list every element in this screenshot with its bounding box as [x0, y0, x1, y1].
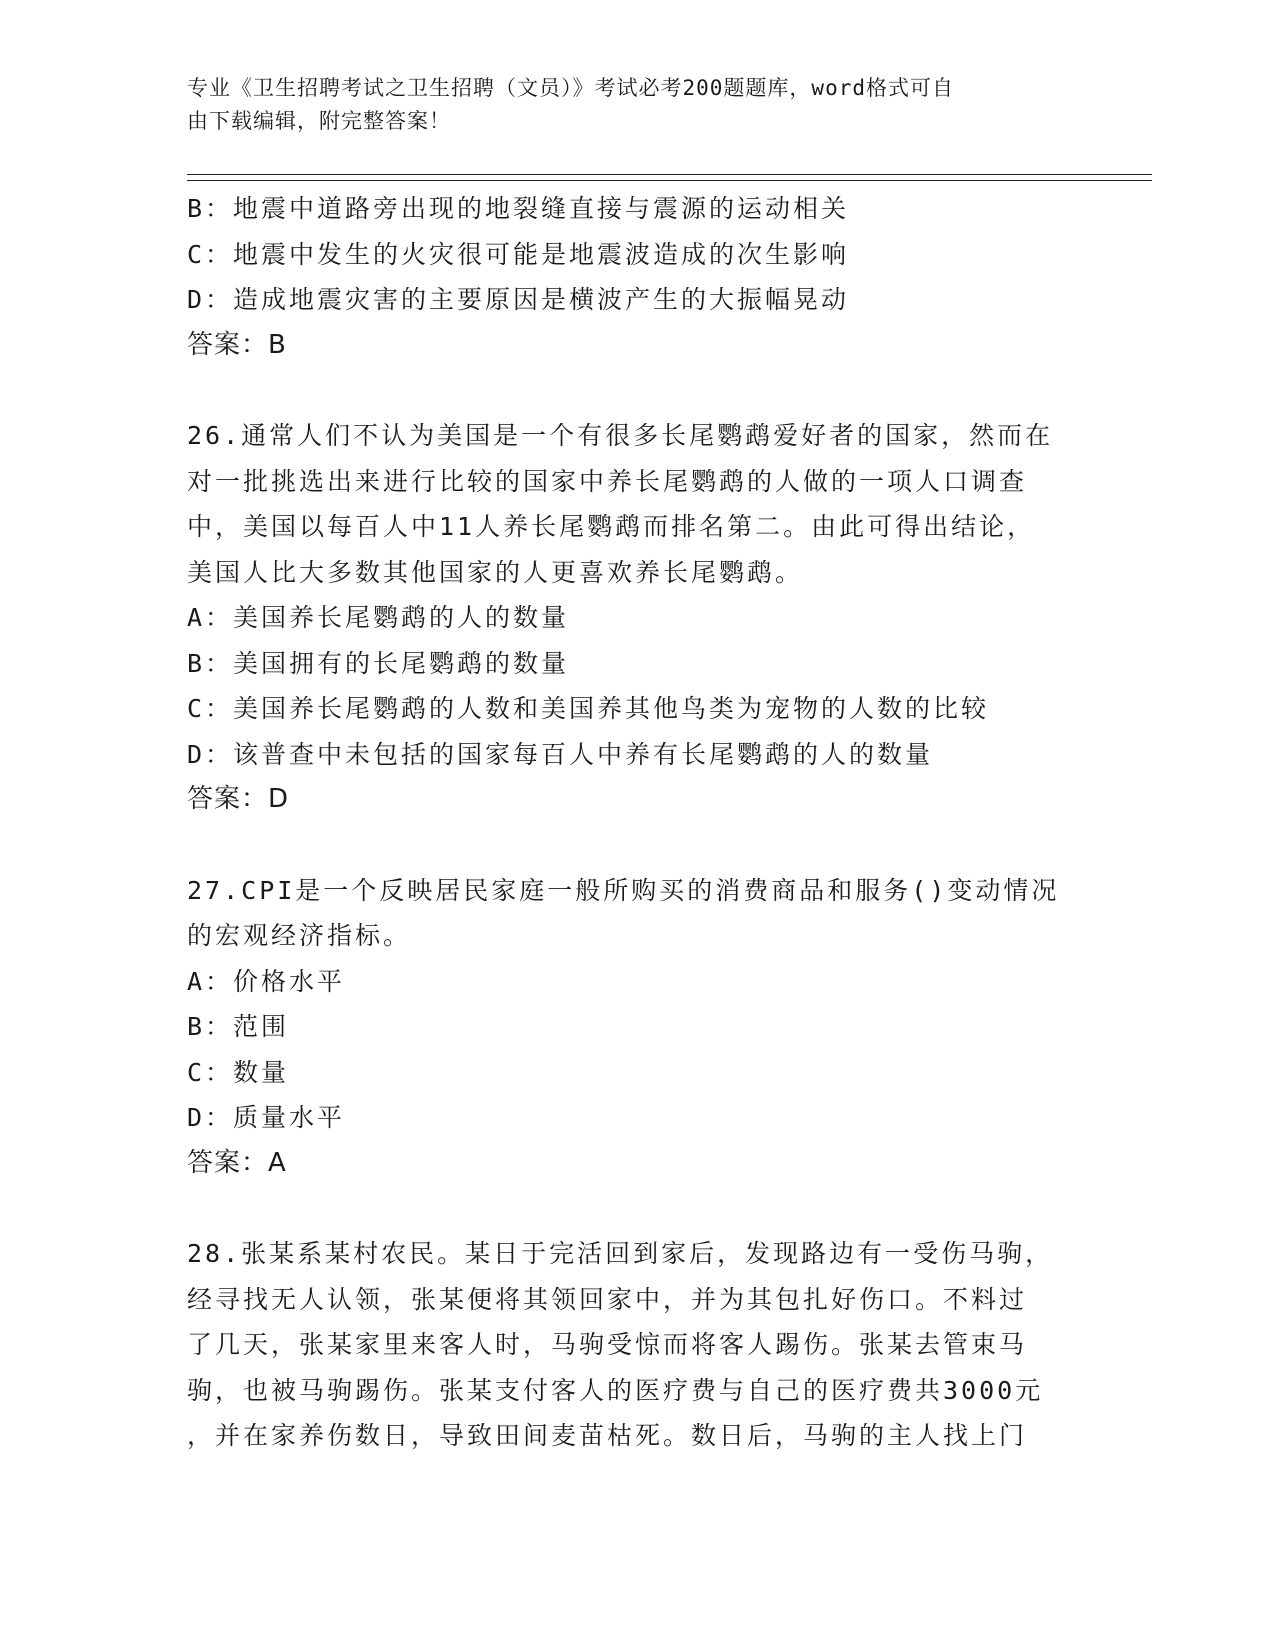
question-28 [187, 1231, 1087, 1459]
option-b: B：范围 [187, 1012, 290, 1041]
spacer [187, 368, 1087, 413]
question-27 [187, 868, 1087, 1187]
answer: 答案：A [187, 1147, 287, 1178]
option-b: B：地震中道路旁出现的地裂缝直接与震源的运动相关 [187, 194, 850, 223]
option-d: D：造成地震灾害的主要原因是横波产生的大振幅晃动 [187, 285, 850, 314]
question-stem-line: 了几天，张某家里来客人时，马驹受惊而将客人踢伤。张某去管束马 [187, 1330, 1028, 1359]
header-line-2: 由下载编辑，附完整答案！ [187, 109, 451, 133]
question-stem-line: 对一批挑选出来进行比较的国家中养长尾鹦鹉的人做的一项人口调查 [187, 466, 1028, 496]
question-stem-line: 26.通常人们不认为美国是一个有很多长尾鹦鹉爱好者的国家，然而在 [187, 421, 1054, 450]
header-line-1: 专业《卫生招聘考试之卫生招聘（文员）》考试必考200题题库，word格式可自 [187, 76, 954, 100]
question-stem-line: 经寻找无人认领，张某便将其领回家中，并为其包扎好伤口。不料过 [187, 1284, 1028, 1314]
option-a: A：美国养长尾鹦鹉的人的数量 [187, 603, 570, 632]
prev-question [187, 186, 1087, 368]
option-b: B：美国拥有的长尾鹦鹉的数量 [187, 648, 570, 678]
option-d: D：该普查中未包括的国家每百人中养有长尾鹦鹉的人的数量 [187, 739, 934, 769]
option-c: C：美国养长尾鹦鹉的人数和美国养其他鸟类为宠物的人数的比较 [187, 694, 990, 723]
question-26 [187, 413, 1087, 823]
spacer [187, 1186, 1087, 1231]
answer: 答案：D [187, 784, 290, 814]
answer: 答案：B [187, 329, 287, 360]
document-header [187, 72, 1067, 138]
document-body [187, 186, 1087, 1459]
question-stem-line: ，并在家养伤数日，导致田间麦苗枯死。数日后，马驹的主人找上门 [187, 1421, 1028, 1450]
question-stem-line: 的宏观经济指标。 [187, 921, 412, 950]
option-d: D：质量水平 [187, 1103, 346, 1132]
header-rule-top [187, 174, 1152, 175]
question-stem-line: 美国人比大多数其他国家的人更喜欢养长尾鹦鹉。 [187, 557, 804, 587]
question-stem-line: 28.张某系某村农民。某日于完活回到家后，发现路边有一受伤马驹， [187, 1239, 1054, 1268]
question-stem-line: 驹，也被马驹踢伤。张某支付客人的医疗费与自己的医疗费共3000元 [187, 1375, 1044, 1405]
header-rule-bottom [187, 180, 1152, 181]
option-c: C：地震中发生的火灾很可能是地震波造成的次生影响 [187, 239, 850, 269]
question-stem-line: 27.CPI是一个反映居民家庭一般所购买的消费商品和服务()变动情况 [187, 875, 1060, 905]
spacer [187, 823, 1087, 868]
question-stem-line: 中，美国以每百人中11人养长尾鹦鹉而排名第二。由此可得出结论， [187, 512, 1036, 541]
option-c: C：数量 [187, 1057, 290, 1087]
option-a: A：价格水平 [187, 966, 346, 996]
